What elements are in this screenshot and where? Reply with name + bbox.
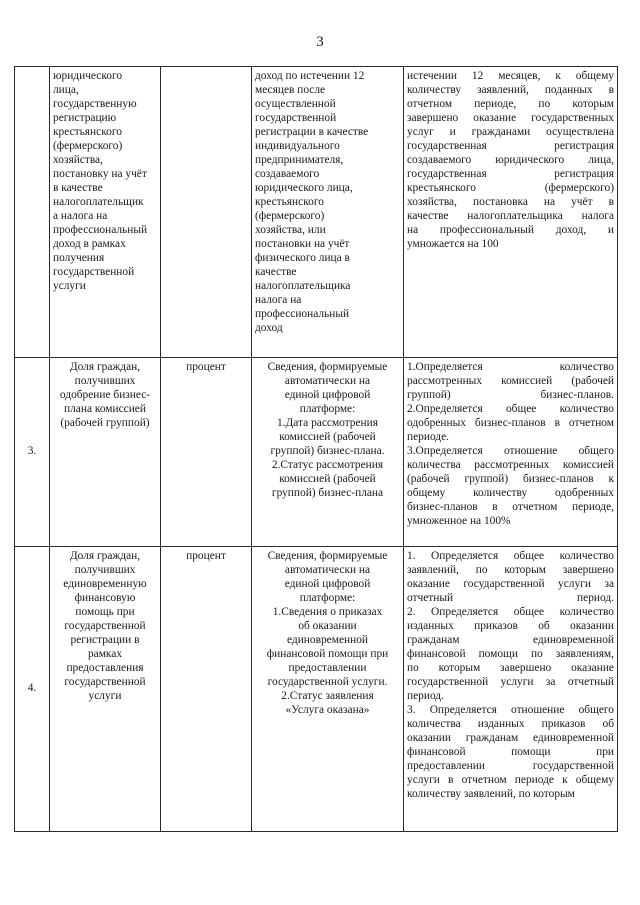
row-number-cell bbox=[15, 358, 50, 547]
data-source-line: платформе: bbox=[299, 403, 356, 415]
table-row bbox=[15, 547, 618, 832]
data-source-line: 2.Статус заявления bbox=[281, 690, 374, 702]
data-source-line: крестьянского bbox=[255, 196, 324, 208]
data-source-line: об оказании bbox=[298, 620, 357, 632]
data-source-line: автоматически на bbox=[284, 564, 371, 576]
indicator-name-line: регистрацию bbox=[53, 112, 117, 124]
calculation-method-line: финансовой помощи при bbox=[407, 746, 614, 758]
calculation-method-line: рассмотренных комиссией (рабочей bbox=[407, 375, 614, 387]
data-source-line: Сведения, формируемые bbox=[267, 361, 388, 373]
indicator-name-line: крестьянского bbox=[53, 126, 122, 138]
data-source-line: единой цифровой bbox=[284, 389, 371, 401]
calculation-method-line: заявлений, по которым завершено bbox=[407, 564, 614, 576]
data-source-line: постановки на учёт bbox=[255, 238, 350, 250]
indicator-name-line: а налога на bbox=[53, 210, 108, 222]
data-source-line: государственной bbox=[255, 112, 337, 124]
indicator-name-line: получения bbox=[53, 252, 105, 264]
data-source-line: регистрации в качестве bbox=[255, 126, 369, 138]
indicator-name-line: регистрации в bbox=[70, 634, 140, 646]
indicator-name-line: помощь при bbox=[75, 606, 135, 618]
calculation-method-line: количеству заявлений, по которым bbox=[407, 788, 575, 800]
data-source-line: физического лица в bbox=[255, 252, 350, 264]
indicator-name-line: в качестве bbox=[53, 182, 103, 194]
data-source-line: платформе: bbox=[299, 592, 356, 604]
indicator-name-line: финансовую bbox=[74, 592, 136, 604]
row-number: 3. bbox=[27, 445, 37, 457]
data-source-line: группой) бизнес-плана. bbox=[270, 445, 385, 457]
data-source-line: качестве bbox=[255, 266, 297, 278]
data-source-line: осуществленной bbox=[255, 98, 336, 110]
calculation-method-line: отчетном периоде, по которым bbox=[407, 98, 614, 110]
indicators-table bbox=[14, 66, 618, 832]
calculation-method-line: одобренных бизнес-планов в отчетном bbox=[407, 417, 614, 429]
data-source-line: предпринимателя, bbox=[255, 154, 344, 166]
indicator-name-line: услуги bbox=[88, 690, 122, 702]
row-number-cell bbox=[15, 67, 50, 358]
data-source-line: группой) бизнес-плана bbox=[271, 487, 384, 499]
data-source-line: комиссией (рабочей bbox=[279, 431, 376, 443]
row-number: 4. bbox=[27, 682, 37, 694]
calculation-method-line: 2. Определяется общее количество bbox=[407, 606, 614, 618]
indicator-name-line: получивших bbox=[74, 375, 136, 387]
calculation-method-line: по которым завершено оказание bbox=[407, 662, 614, 674]
data-source-line: предоставлении bbox=[288, 662, 367, 674]
data-source-cell bbox=[252, 358, 404, 547]
data-source-line: 1.Сведения о приказах bbox=[272, 606, 383, 618]
calculation-method-line: количества рассмотренных комиссией bbox=[407, 459, 614, 471]
calculation-method-line: услуг и гражданами осуществлена bbox=[407, 126, 614, 138]
data-source-line: Сведения, формируемые bbox=[267, 550, 388, 562]
calculation-method-line: качестве налогоплательщика налога bbox=[407, 210, 614, 222]
calculation-method-line: государственная регистрация bbox=[407, 168, 614, 180]
table-row bbox=[15, 358, 618, 547]
indicator-name-line: услуги bbox=[53, 280, 86, 292]
data-source-line: юридического лица, bbox=[255, 182, 353, 194]
data-source-line: государственной услуги. bbox=[267, 676, 388, 688]
data-source-line: 2.Статус рассмотрения bbox=[271, 459, 384, 471]
indicator-name-line: (рабочей группой) bbox=[60, 417, 150, 429]
calculation-method-cell bbox=[404, 358, 618, 547]
calculation-method-line: количества изданных приказов об bbox=[407, 718, 614, 730]
data-source-line: комиссией (рабочей bbox=[279, 473, 376, 485]
indicator-name-line: одобрение бизнес- bbox=[59, 389, 151, 401]
indicator-name-line: получивших bbox=[74, 564, 136, 576]
calculation-method-line: крестьянского (фермерского) bbox=[407, 182, 614, 194]
calculation-method-line: 1. Определяется общее количество bbox=[407, 550, 614, 562]
calculation-method-line: отчетный период. bbox=[407, 592, 614, 604]
calculation-method-line: (рабочей группой) бизнес-планов к bbox=[407, 473, 614, 485]
indicator-name-line: государственную bbox=[53, 98, 137, 110]
calculation-method-line: гражданам единовременной bbox=[407, 634, 614, 646]
data-source-line: хозяйства, или bbox=[255, 224, 326, 236]
data-source-line: (фермерского) bbox=[255, 210, 325, 222]
calculation-method-line: периоде. bbox=[407, 431, 450, 443]
indicator-name-line: Доля граждан, bbox=[69, 550, 141, 562]
calculation-method-line: предоставлении государственной bbox=[407, 760, 614, 772]
indicator-name-line: хозяйства, bbox=[53, 154, 103, 166]
unit-label: процент bbox=[186, 361, 226, 373]
calculation-method-line: 1.Определяется количество bbox=[407, 361, 614, 373]
indicator-name-line: единовременную bbox=[63, 578, 147, 590]
calculation-method-line: на профессиональный доход, и bbox=[407, 224, 614, 236]
data-source-line: доход по истечении 12 bbox=[255, 70, 365, 82]
calculation-method-line: 3. Определяется отношение общего bbox=[407, 704, 614, 716]
data-source-line: налогоплательщика bbox=[255, 280, 351, 292]
indicator-name-line: профессиональный bbox=[53, 224, 148, 236]
calculation-method-line: хозяйства, постановка на учёт в bbox=[407, 196, 614, 208]
calculation-method-line: умноженное на 100% bbox=[407, 515, 511, 527]
indicator-name-line: Доля граждан, bbox=[69, 361, 141, 373]
calculation-method-line: финансовой помощи по заявлениям, bbox=[407, 648, 614, 660]
unit-cell bbox=[161, 547, 252, 832]
data-source-line: индивидуального bbox=[255, 140, 340, 152]
indicator-name-line: постановку на учёт bbox=[53, 168, 147, 180]
indicator-name-line: плана комиссией bbox=[64, 403, 146, 415]
indicator-name-line: государственной bbox=[64, 676, 146, 688]
data-source-line: доход bbox=[255, 322, 283, 334]
data-source-line: 1.Дата рассмотрения bbox=[276, 417, 378, 429]
indicator-name-line: доход в рамках bbox=[53, 238, 126, 250]
calculation-method-line: услуги в отчетном периоде к общему bbox=[407, 774, 614, 786]
unit-cell bbox=[161, 67, 252, 358]
indicator-name-cell bbox=[50, 547, 161, 832]
page-number: 3 bbox=[316, 34, 324, 50]
data-source-cell bbox=[252, 547, 404, 832]
calculation-method-line: бизнес-планов в отчетном периоде, bbox=[407, 501, 614, 513]
indicator-name-line: лица, bbox=[53, 84, 79, 96]
calculation-method-line: период. bbox=[407, 690, 444, 702]
indicator-name-line: рамках bbox=[87, 648, 123, 660]
calculation-method-line: изданных приказов об оказании bbox=[407, 620, 614, 632]
calculation-method-line: государственная регистрация bbox=[407, 140, 614, 152]
data-source-line: автоматически на bbox=[284, 375, 371, 387]
calculation-method-line: группой) бизнес-планов. bbox=[407, 389, 614, 401]
data-source-cell bbox=[252, 67, 404, 358]
indicator-name-cell bbox=[50, 358, 161, 547]
calculation-method-line: оказании гражданам единовременной bbox=[407, 732, 614, 744]
data-source-line: профессиональный bbox=[255, 308, 350, 320]
data-source-line: финансовой помощи при bbox=[266, 648, 389, 660]
calculation-method-line: 2.Определяется общее количество bbox=[407, 403, 614, 415]
calculation-method-line: общему количеству одобренных bbox=[407, 487, 614, 499]
unit-cell bbox=[161, 358, 252, 547]
indicator-name-cell bbox=[50, 67, 161, 358]
indicator-name-line: предоставления bbox=[66, 662, 144, 674]
calculation-method-line: оказание государственной услуги за bbox=[407, 578, 614, 590]
data-source-line: налога на bbox=[255, 294, 302, 306]
indicator-name-line: государственной bbox=[64, 620, 146, 632]
unit-label: процент bbox=[186, 550, 226, 562]
calculation-method-line: количеству заявлений, поданных в bbox=[407, 84, 614, 96]
calculation-method-line: государственной услуги за отчетный bbox=[407, 676, 614, 688]
indicator-name-line: налогоплательщик bbox=[53, 196, 144, 208]
data-source-line: единовременной bbox=[287, 634, 368, 646]
data-source-line: месяцев после bbox=[255, 84, 326, 96]
calculation-method-line: создаваемого юридического лица, bbox=[407, 154, 614, 166]
data-source-line: «Услуга оказана» bbox=[285, 704, 370, 716]
data-source-line: единой цифровой bbox=[284, 578, 371, 590]
indicator-name-line: юридического bbox=[53, 70, 123, 82]
calculation-method-cell bbox=[404, 67, 618, 358]
table-row bbox=[15, 67, 618, 358]
calculation-method-cell bbox=[404, 547, 618, 832]
indicator-name-line: государственной bbox=[53, 266, 135, 278]
indicator-name-line: (фермерского) bbox=[53, 140, 123, 152]
calculation-method-line: завершено оказание государственных bbox=[407, 112, 614, 124]
row-number-cell bbox=[15, 547, 50, 832]
data-source-line: создаваемого bbox=[255, 168, 320, 180]
calculation-method-line: истечении 12 месяцев, к общему bbox=[407, 70, 614, 82]
calculation-method-line: умножается на 100 bbox=[407, 238, 499, 250]
calculation-method-line: 3.Определяется отношение общего bbox=[407, 445, 614, 457]
